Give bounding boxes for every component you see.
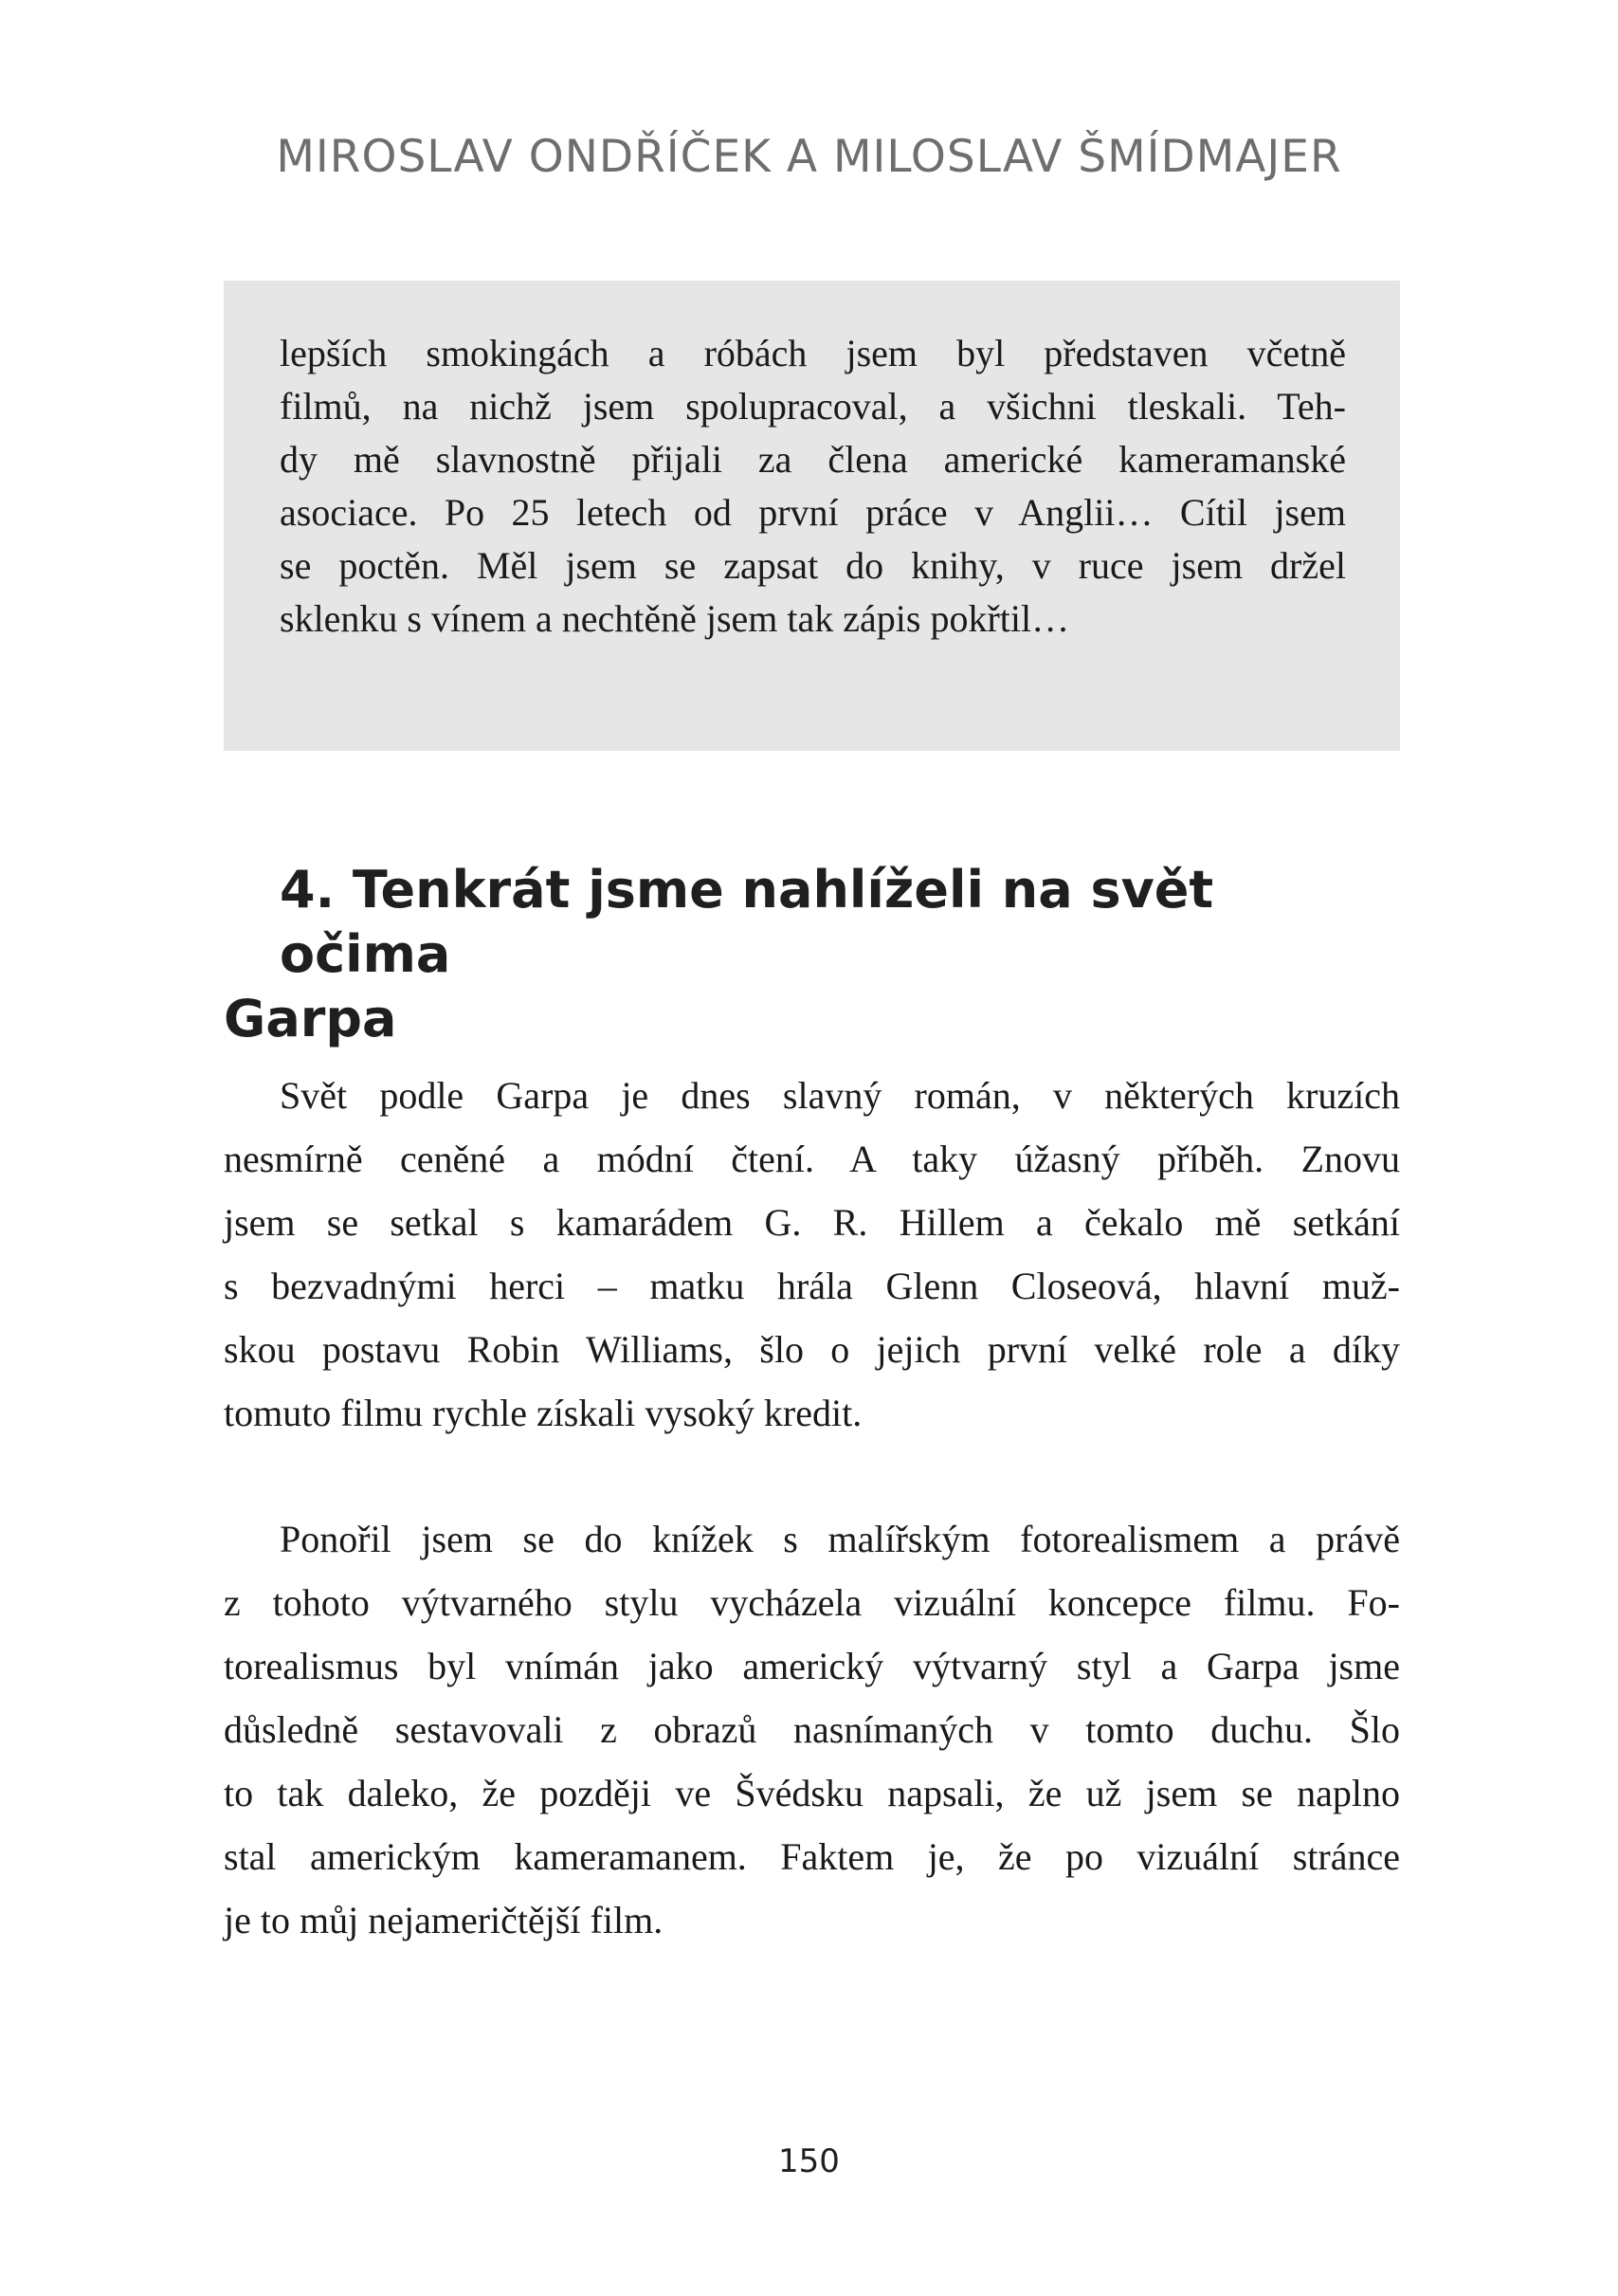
quote-line: filmů, na nichž jsem spolupracoval, a všichni tleskali. Teh- [280,385,1346,428]
quote-box [224,281,1400,751]
body-paragraph [224,1064,1400,1445]
running-head: MIROSLAV ONDŘÍČEK A MILOSLAV ŠMÍDMAJER [276,131,1342,183]
body-line: torealismus byl vnímán jako americký výtvarný styl a Garpa jsme [224,1645,1400,1687]
body-line: stal americkým kameramanem. Faktem je, že po vizuální stránce [224,1835,1400,1878]
body-line: tomuto filmu rychle získali vysoký kredit. [224,1392,863,1434]
chapter-heading [224,858,1400,1051]
body-line: důsledně sestavovali z obrazů nasnímaných v tomto duchu. Šlo [224,1708,1400,1751]
body-line: nesmírně ceněné a módní čtení. A taky úžasný příběh. Znovu [224,1138,1400,1180]
body-line: je to můj nejameričtější film. [224,1899,664,1941]
quote-line: dy mě slavnostně přijali za člena americké kameramanské [280,438,1346,481]
body-line: Svět podle Garpa je dnes slavný román, v některých kruzích [280,1074,1400,1117]
chapter-heading-line: 4. Tenkrát jsme nahlíželi na svět očima [280,860,1214,984]
body-paragraph [224,1507,1400,1952]
chapter-heading-line: Garpa [224,989,397,1048]
body-line: z tohoto výtvarného stylu vycházela vizuální koncepce filmu. Fo- [224,1581,1400,1624]
quote-line: lepších smokingách a róbách jsem byl představen včetně [280,332,1346,374]
body-line: s bezvadnými herci – matku hrála Glenn Closeová, hlavní muž- [224,1265,1400,1307]
page-number: 150 [778,2142,840,2180]
body-line: Ponořil jsem se do knížek s malířským fotorealismem a právě [280,1518,1400,1560]
quote-line: sklenku s vínem a nechtěně jsem tak zápis pokřtil… [280,597,1070,640]
quote-line: asociace. Po 25 letech od první práce v Anglii… Cítil jsem [280,491,1346,534]
body-line: skou postavu Robin Williams, šlo o jejich první velké role a díky [224,1328,1400,1371]
body-line: to tak daleko, že později ve Švédsku napsali, že už jsem se naplno [224,1772,1400,1814]
body-line: jsem se setkal s kamarádem G. R. Hillem a čekalo mě setkání [224,1201,1400,1244]
quote-line: se poctěn. Měl jsem se zapsat do knihy, v ruce jsem držel [280,544,1346,587]
